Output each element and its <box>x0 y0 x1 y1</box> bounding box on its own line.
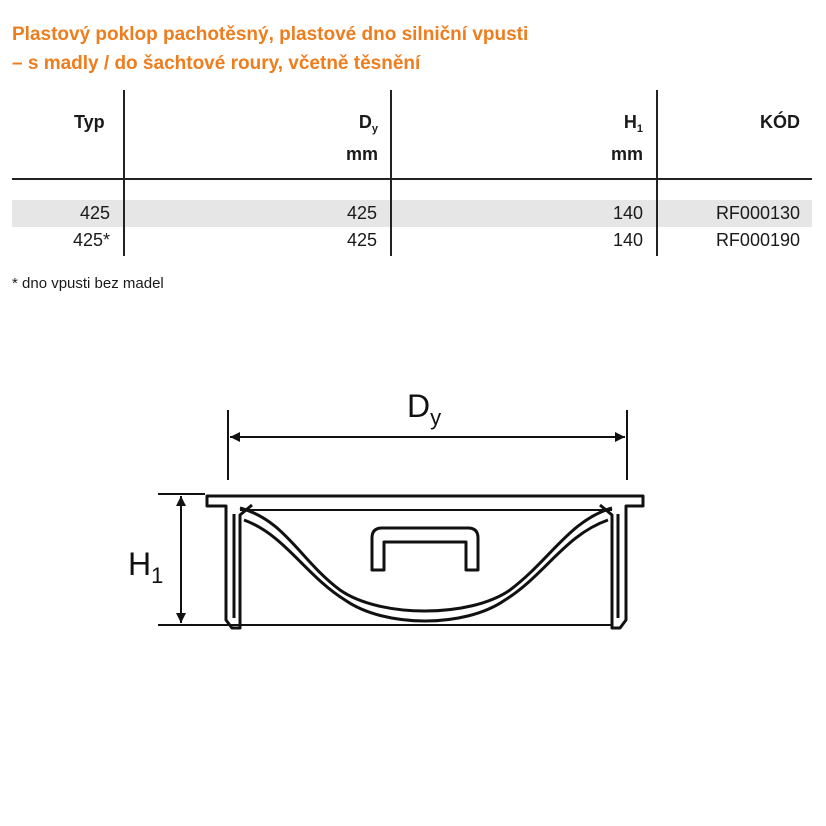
cell-kod: RF000190 <box>715 230 800 250</box>
cell-h1: 140 <box>612 203 643 223</box>
cell-dy: 425 <box>346 203 377 223</box>
dimension-h1 <box>128 494 240 625</box>
svg-text:Dy <box>407 388 441 430</box>
header-dy-unit: mm <box>345 144 378 164</box>
header-dy-sub: y <box>371 123 378 135</box>
footnote: * dno vpusti bez madel <box>12 275 164 292</box>
title-line-2: – s madly / do šachtové roury, včetně těsnění <box>12 53 421 74</box>
dim-dy-sub: y <box>430 405 442 430</box>
drain-body <box>207 496 643 628</box>
header-h1-symbol: H <box>623 112 637 132</box>
cell-kod: RF000130 <box>715 203 800 223</box>
title-line-1: Plastový poklop pachotěsný, plastové dno silniční vpusti <box>12 24 529 45</box>
header-kod: KÓD <box>760 112 800 132</box>
cell-h1: 140 <box>612 230 643 250</box>
cell-typ: 425 <box>79 203 110 223</box>
cell-typ: 425* <box>72 230 110 250</box>
header-typ: Typ <box>74 112 105 132</box>
cell-dy: 425 <box>346 230 377 250</box>
header-dy-symbol: D <box>358 112 372 132</box>
header-h1-unit: mm <box>610 144 643 164</box>
svg-text:H1 <box>128 546 163 588</box>
dim-h1-symbol: H <box>128 546 152 582</box>
dim-dy-symbol: D <box>407 388 431 424</box>
dim-h1-sub: 1 <box>151 563 164 588</box>
dimension-dy <box>228 388 627 480</box>
header-h1-sub: 1 <box>636 123 643 135</box>
